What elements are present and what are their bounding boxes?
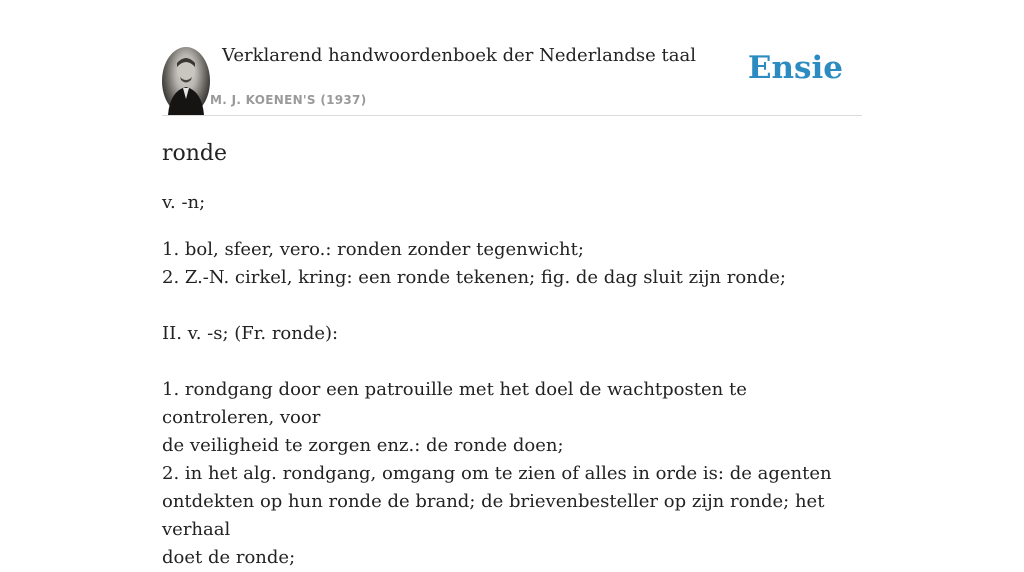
- author-portrait-icon[interactable]: [162, 47, 210, 115]
- sense-line: 1. rondgang door een patrouille met het doel de wachtposten te controleren, voor: [162, 379, 747, 428]
- sense-list-2: [162, 376, 862, 572]
- sense-line: ontdekten op hun ronde de brand; de brievenbesteller op zijn ronde; het verhaal: [162, 491, 825, 540]
- sense-line: 2. in het alg. rondgang, omgang om te zien of alles in orde is: de agenten: [162, 463, 832, 484]
- entry-content: [162, 138, 862, 572]
- entry-headword: ronde: [162, 141, 228, 166]
- sense-line: de veiligheid te zorgen enz.: de ronde doen;: [162, 435, 564, 456]
- site-header: [162, 40, 862, 116]
- sense-line: 1. bol, sfeer, vero.: ronden zonder tegenwicht;: [162, 239, 584, 260]
- brand-logo-link[interactable]: Ensie: [747, 50, 843, 86]
- spacer: [162, 348, 862, 376]
- sense-line: doet de ronde;: [162, 547, 296, 568]
- spacer: [162, 292, 862, 320]
- sense-line: 2. Z.-N. cirkel, kring: een ronde tekenen; fig. de dag sluit zijn ronde;: [162, 267, 786, 288]
- section-heading-2: II. v. -s; (Fr. ronde):: [162, 323, 339, 344]
- book-title: Verklarend handwoordenboek der Nederlandse taal: [222, 45, 696, 66]
- entry-grammar: v. -n;: [162, 192, 206, 213]
- book-subtitle: M. J. KOENEN'S (1937): [210, 93, 367, 107]
- sense-list-1: [162, 236, 862, 292]
